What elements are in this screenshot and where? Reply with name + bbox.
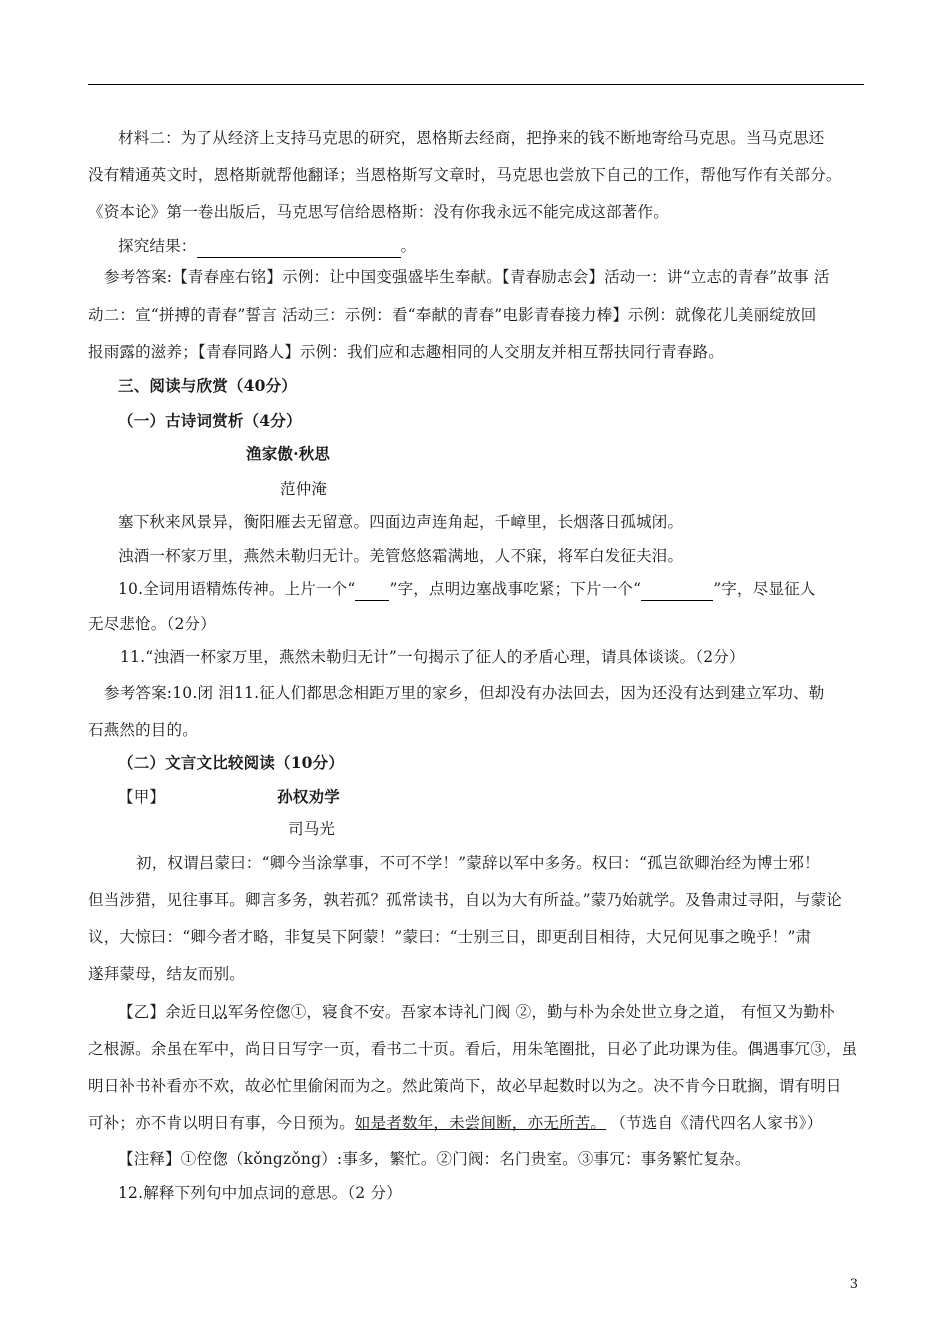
jia-author: 司马光 — [288, 820, 336, 838]
explore-result — [88, 235, 894, 258]
explore-label: 探究结果： — [118, 237, 197, 255]
q10-blank-1 — [355, 578, 389, 601]
poem-line1: 塞下秋来风景异，衡阳雁去无留意。四面边声连角起，千嶂里，长烟落日孤城闭。 — [118, 513, 684, 531]
answer1-line1: 参考答案:【青春座右铭】示例：让中国变强盛毕生奉献。【青春励志会】活动一：讲“立志的青春”故事 活 — [104, 268, 830, 286]
material2-line1: 材料二：为了从经济上支持马克思的研究，恩格斯去经商，把挣来的钱不断地寄给马克思。当马克思还 — [118, 129, 825, 147]
header-rule — [88, 84, 864, 85]
yi-text-line4 — [88, 1112, 864, 1134]
poem-title: 渔家傲·秋思 — [246, 444, 331, 463]
material2-line2: 没有精通英文时，恩格斯就帮他翻译；当恩格斯写文章时，马克思也尝放下自己的工作，帮他写作有关部分。 — [88, 166, 842, 184]
material2-line3: 《资本论》第一卷出版后，马克思写信给恩格斯：没有你我永远不能完成这部著作。 — [88, 203, 669, 221]
jia-text-line2: 但当涉猎，见往事耳。卿言多务，孰若孤？孤常读书，自以为大有所益。”蒙乃始就学。及鲁肃过寻阳，与蒙论 — [88, 891, 842, 909]
q10-part-c: ”字，尽显征人 — [713, 580, 816, 598]
q10-part-a: 10.全词用语精炼传神。上片一个“ — [118, 580, 356, 598]
jia-text-line3: 议，大惊曰：“卿今者才略，非复吴下阿蒙！”蒙曰：“士别三日，即更刮目相待，大兄何见事之晚乎！”肃 — [88, 928, 812, 946]
classical-section-heading: （二）文言文比较阅读（10分） — [118, 753, 345, 772]
page-number: 3 — [849, 1277, 858, 1292]
yi-text-line2: 之根源。余虽在军中，尚日日写字一页，看书二十页。看后，用朱笔圈批，日必了此功课为佳。偶遇事冗③，虽 — [88, 1040, 858, 1058]
answer1-line2: 动二：宣“拼搏的青春”誓言 活动三：示例：看“奉献的青春”电影青春接力棒】示例：就像花儿美丽绽放回 — [88, 306, 817, 324]
jia-heading — [88, 786, 894, 808]
yi-l4-underlined: 如是者数年，未尝间断，亦无所苦。 — [354, 1114, 607, 1132]
question-10 — [88, 578, 894, 601]
jia-title: 孙权劝学 — [277, 787, 340, 806]
yi-l1-b: 军务倥偬①，寝食不安。吾家本诗礼门阀 ②，勤与朴为余处世立身之道， 有恒又为勤朴 — [227, 1003, 835, 1021]
notes: 【注释】①倥偬（kǒngzǒng）:事多，繁忙。②门阀：名门贵室。③事冗：事务繁忙复杂。 — [118, 1150, 751, 1168]
jia-text-line1: 初，权谓吕蒙曰：“卿今当涂掌事，不可不学！”蒙辞以军中多务。权曰：“孤岂欲卿治经为博士邪！ — [136, 854, 820, 872]
answer1-line3: 报雨露的滋养；【青春同路人】示例：我们应和志趣相同的人交朋友并相互帮扶同行青春路。 — [88, 343, 724, 361]
q10-line2: 无尽悲怆。（2分） — [88, 615, 216, 633]
answer2-line2: 石燕然的目的。 — [88, 721, 198, 739]
yi-l4-a: 可补；亦不肯以明日有事，今日预为。 — [88, 1114, 355, 1132]
answer2-line1: 参考答案:10.闭 泪11.征人们都思念相距万里的家乡，但却没有办法回去，因为还没有达到建立军功、勒 — [104, 684, 825, 702]
yi-text-line1 — [88, 1001, 894, 1023]
poem-line2: 浊酒一杯家万里，燕然未勒归无计。羌管悠悠霜满地，人不寐，将军白发征夫泪。 — [118, 547, 684, 565]
question-12: 12.解释下列句中加点词的意思。（2 分） — [118, 1184, 402, 1202]
explore-end: 。 — [400, 237, 417, 255]
q10-part-b: ”字，点明边塞战事吃紧；下片一个“ — [389, 580, 642, 598]
yi-dotted-char: 以 — [212, 1003, 228, 1021]
yi-l1-a: 余近日 — [165, 1003, 213, 1021]
poem-author: 范仲淹 — [280, 480, 328, 498]
jia-text-line4: 遂拜蒙母，结友而别。 — [88, 965, 246, 983]
question-11: 11.“浊酒一杯家万里，燕然未勒归无计”一句揭示了征人的矛盾心理，请具体谈谈。（2分） — [120, 648, 745, 666]
q10-blank-2 — [641, 578, 713, 601]
section3-heading: 三、阅读与欣赏（40分） — [118, 376, 297, 395]
yi-tag: 【乙】 — [118, 1003, 166, 1021]
jia-tag: 【甲】 — [118, 788, 166, 806]
yi-text-line3: 明日补书补看亦不欢，故必忙里偷闲而为之。然此策尚下，故必早起数时以为之。决不肯今日耽搁，谓有明日 — [88, 1077, 842, 1095]
yi-source: （节选自《清代四名人家书》） — [618, 1114, 823, 1132]
explore-blank — [197, 235, 401, 258]
poem-section-heading: （一）古诗词赏析（4分） — [118, 411, 302, 430]
